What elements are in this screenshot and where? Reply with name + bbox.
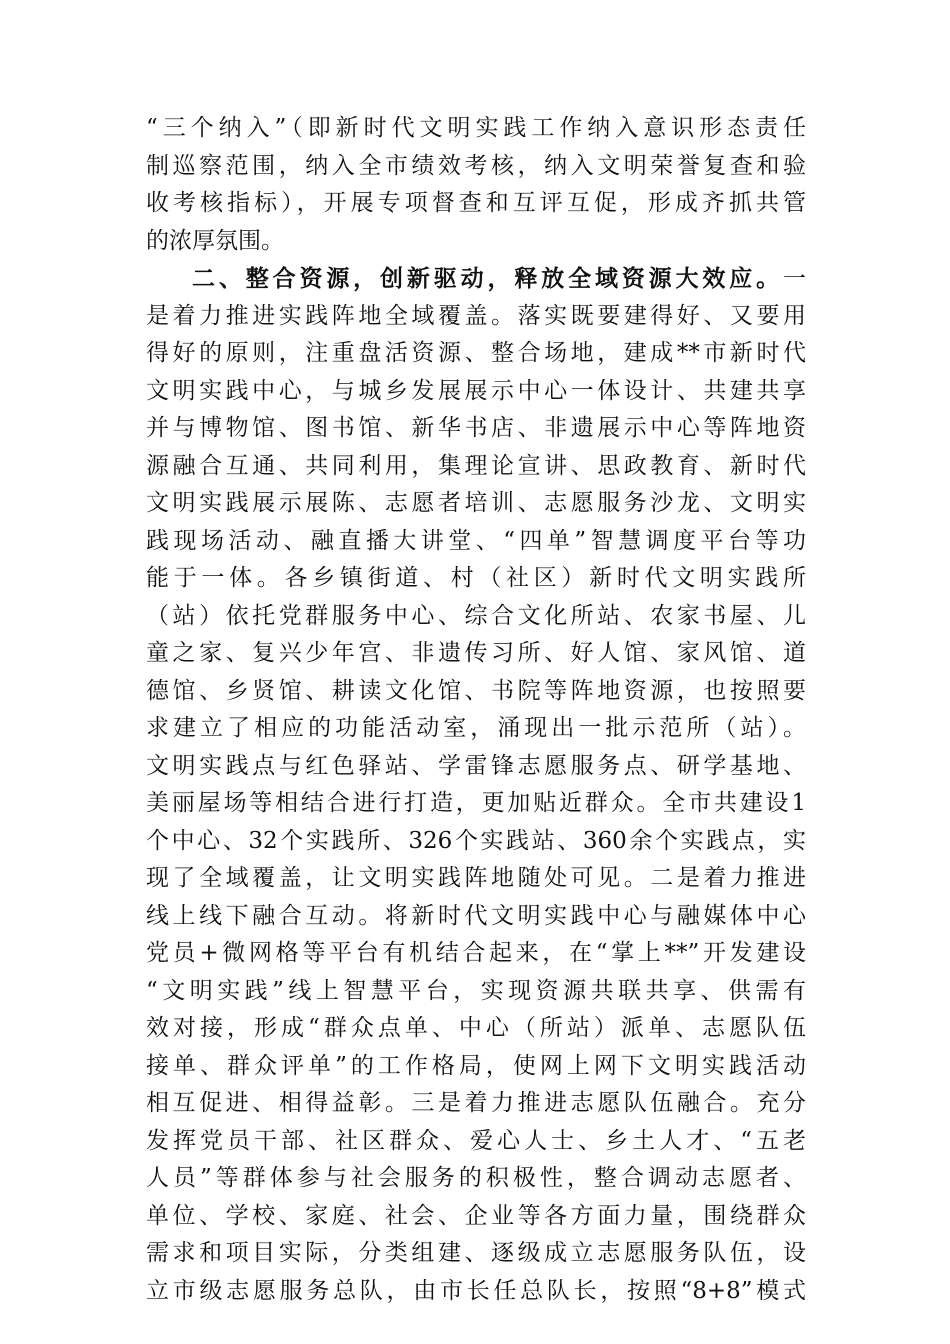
paragraph-2 [146, 260, 806, 1310]
paragraph-1 [146, 110, 806, 260]
text-line: 人员”等群体参与社会服务的积极性，整合调动志愿者、 [146, 1165, 806, 1191]
text-line: 接单、群众评单”的工作格局，使网上网下文明实践活动 [146, 1052, 806, 1079]
text-line: 效对接，形成“群众点单、中心（所站）派单、志愿队伍 [146, 1015, 806, 1041]
text-line: 党员+微网格等平台有机结合起来，在“掌上**”开发建设 [146, 940, 806, 966]
text-line: 发挥党员干部、社区群众、爱心人士、乡土人才、“五老 [146, 1127, 806, 1154]
text-line: 文明实践展示展陈、志愿者培训、志愿服务沙龙、文明实 [146, 490, 806, 516]
text-line: 单位、学校、家庭、社会、企业等各方面力量，围绕群众 [146, 1202, 806, 1229]
section-heading: 二、整合资源，创新驱动，释放全域资源大效应。 [192, 265, 783, 292]
text-line: 源融合互通、共同利用，集理论宣讲、思政教育、新时代 [146, 452, 806, 479]
text-line: 是着力推进实践阵地全域覆盖。落实既要建得好、又要用 [146, 302, 806, 329]
text-line: 需求和项目实际，分类组建、逐级成立志愿服务队伍，设 [146, 1240, 806, 1266]
paragraph-2-first-line [146, 260, 806, 298]
text-line: 相互促进、相得益彰。三是着力推进志愿队伍融合。充分 [146, 1090, 806, 1116]
text-line: 文明实践点与红色驿站、学雷锋志愿服务点、研学基地、 [146, 752, 806, 779]
document-body [146, 110, 806, 1310]
text-line: 求建立了相应的功能活动室，涌现出一批示范所（站）。 [146, 715, 806, 741]
text-line: “三个纳入”（即新时代文明实践工作纳入意识形态责任 [146, 115, 806, 141]
text-line: 得好的原则，注重盘活资源、整合场地，建成**市新时代 [146, 340, 806, 366]
text-line: 文明实践中心，与城乡发展展示中心一体设计、共建共享 [146, 377, 806, 404]
text-line: “文明实践”线上智慧平台，实现资源共联共享、供需有 [146, 977, 806, 1004]
text-line: 线上线下融合互动。将新时代文明实践中心与融媒体中心 [146, 902, 806, 929]
text-line: （站）依托党群服务中心、综合文化所站、农家书屋、儿 [146, 602, 806, 629]
text-line: 践现场活动、融直播大讲堂、“四单”智慧调度平台等功 [146, 527, 806, 554]
text-line: 能于一体。各乡镇街道、村（社区）新时代文明实践所 [146, 565, 806, 591]
text-line: 个中心、32个实践所、326个实践站、360余个实践点，实 [146, 827, 806, 854]
text-line: 立市级志愿服务总队，由市长任总队长，按照“8+8”模式 [146, 1277, 806, 1304]
text-line: 现了全域覆盖，让文明实践阵地随处可见。二是着力推进 [146, 865, 806, 891]
text-line: 美丽屋场等相结合进行打造，更加贴近群众。全市共建设1 [146, 790, 806, 816]
text-line: 收考核指标），开展专项督查和互评互促，形成齐抓共管 [146, 190, 806, 216]
text-line: 德馆、乡贤馆、耕读文化馆、书院等阵地资源，也按照要 [146, 677, 806, 704]
text-line: 制巡察范围，纳入全市绩效考核，纳入文明荣誉复查和验 [146, 152, 806, 179]
text-line: 并与博物馆、图书馆、新华书店、非遗展示中心等阵地资 [146, 415, 806, 441]
text-line: 的浓厚氛围。 [146, 227, 284, 254]
text-line: 童之家、复兴少年宫、非遗传习所、好人馆、家风馆、道 [146, 640, 806, 666]
text-fragment: 一 [783, 266, 806, 292]
